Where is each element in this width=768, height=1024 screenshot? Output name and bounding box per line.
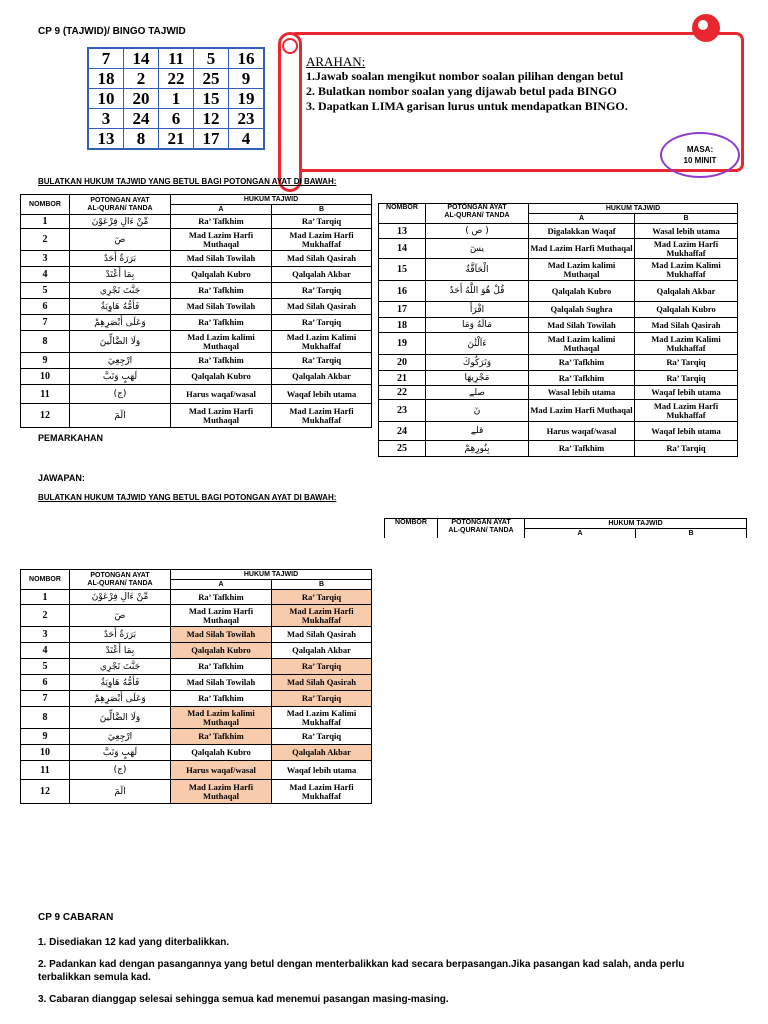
- ayat-cell: ءَآلْئَٰنَ: [426, 333, 529, 355]
- row-number: 5: [21, 659, 70, 675]
- col-hukum: HUKUM TAJWID: [171, 195, 372, 205]
- cabaran-item: 1. Disediakan 12 kad yang diterbalikkan.: [38, 937, 230, 948]
- table-row: [21, 353, 372, 369]
- bingo-cell: 17: [194, 129, 229, 150]
- ayat-cell: الٓمٓ: [70, 780, 171, 804]
- row-number: 8: [21, 331, 70, 353]
- table-row: [21, 331, 372, 353]
- col-hukum: HUKUM TAJWID: [171, 570, 372, 580]
- col-potongan: POTONGAN AYAT AL-QURAN/ TANDA: [426, 204, 529, 224]
- page-header: CP 9 (TAJWID)/ BINGO TAJWID: [38, 26, 186, 37]
- option-a[interactable]: Harus waqaf/wasal: [171, 761, 272, 780]
- ayat-cell: (ج): [70, 761, 171, 780]
- arahan-line: 1.Jawab soalan mengikut nombor soalan pilihan dengan betul: [306, 69, 624, 83]
- col-potongan: POTONGAN AYAT AL-QURAN/ TANDA: [438, 519, 525, 539]
- ayat-cell: اقْرَأْ: [426, 302, 529, 318]
- arahan-text: [306, 54, 628, 114]
- ayat-cell: صٓ: [70, 229, 171, 251]
- option-a[interactable]: Ra’ Tafkhim: [171, 283, 272, 299]
- table-row: [21, 369, 372, 385]
- col-a: A: [171, 205, 272, 215]
- option-b[interactable]: Mad Lazim Harfi Mukhaffaf: [272, 404, 372, 428]
- ayat-cell: الْحَآقَّةُ: [426, 259, 529, 281]
- ayat-cell: ارْجِعِيٓ: [70, 729, 171, 745]
- option-a[interactable]: Qalqalah Kubro: [171, 643, 272, 659]
- cabaran-section: [38, 912, 738, 1006]
- table-row: [21, 590, 372, 605]
- scroll-curl-inner: [698, 20, 708, 30]
- option-b[interactable]: Mad Silah Qasirah: [272, 675, 372, 691]
- option-a[interactable]: Ra’ Tafkhim: [171, 353, 272, 369]
- table-row: [379, 441, 738, 457]
- option-b[interactable]: Ra’ Tarqiq: [635, 355, 738, 371]
- option-b[interactable]: Mad Silah Qasirah: [272, 251, 372, 267]
- bingo-cell: 8: [124, 129, 159, 150]
- col-potongan: POTONGAN AYAT AL-QURAN/ TANDA: [70, 195, 171, 215]
- option-a[interactable]: Harus waqaf/wasal: [529, 422, 635, 441]
- option-b[interactable]: Mad Lazim Kalimi Mukhaffaf: [272, 331, 372, 353]
- bingo-row: [88, 109, 264, 129]
- arahan-scroll: [276, 14, 746, 186]
- option-b[interactable]: Qalqalah Kubro: [635, 302, 738, 318]
- option-a[interactable]: Mad Silah Towilah: [529, 318, 635, 333]
- table-row: [379, 281, 738, 302]
- table-row: [379, 239, 738, 259]
- row-number: 2: [21, 605, 70, 627]
- ayat-cell: وَلَا الضَّالِّينَ: [70, 331, 171, 353]
- ayat-cell: صٓ: [70, 605, 171, 627]
- option-a[interactable]: Ra’ Tafkhim: [171, 691, 272, 707]
- bingo-cell: 18: [88, 69, 124, 89]
- ayat-cell: مَالَهُ وَمَا: [426, 318, 529, 333]
- table-row: [21, 385, 372, 404]
- ayat-cell: صلے: [426, 386, 529, 400]
- arahan-line: 3. Dapatkan LIMA garisan lurus untuk mendapatkan BINGO.: [306, 99, 628, 113]
- bingo-cell: 11: [159, 48, 194, 69]
- ayat-cell: يسٓ: [426, 239, 529, 259]
- table-row: [21, 729, 372, 745]
- option-b[interactable]: Mad Lazim Harfi Mukhaffaf: [635, 400, 738, 422]
- option-b[interactable]: Ra’ Tarqiq: [272, 353, 372, 369]
- bingo-cell: 5: [194, 48, 229, 69]
- option-a[interactable]: Ra’ Tafkhim: [171, 659, 272, 675]
- table-row: [379, 224, 738, 239]
- ayat-cell: مَجْرِيهَا: [426, 371, 529, 386]
- pemarkahan-label: PEMARKAHAN: [38, 433, 103, 443]
- bingo-cell: 15: [194, 89, 229, 109]
- ayat-cell: ارْجِعِيٓ: [70, 353, 171, 369]
- col-hukum: HUKUM TAJWID: [529, 204, 738, 214]
- row-number: 12: [21, 780, 70, 804]
- option-a[interactable]: Ra’ Tafkhim: [171, 215, 272, 229]
- row-number: 4: [21, 643, 70, 659]
- row-number: 8: [21, 707, 70, 729]
- table-row: [379, 318, 738, 333]
- option-a[interactable]: Mad Lazim Harfi Muthaqal: [171, 229, 272, 251]
- option-a[interactable]: Qalqalah Kubro: [529, 281, 635, 302]
- bingo-cell: 12: [194, 109, 229, 129]
- bingo-row: [88, 129, 264, 150]
- ayat-cell: وَعَلَى أَبْصَرِهِمْ: [70, 315, 171, 331]
- ayat-cell: مِّنْ ءَالِ فِرْعَوْنَ: [70, 215, 171, 229]
- ayat-cell: جَنَّتَ تَجْرِي: [70, 659, 171, 675]
- bingo-row: [88, 48, 264, 69]
- option-b[interactable]: Waqaf lebih utama: [272, 761, 372, 780]
- option-b[interactable]: Mad Silah Qasirah: [635, 318, 738, 333]
- row-number: 16: [379, 281, 426, 302]
- bingo-cell: 2: [124, 69, 159, 89]
- ayat-cell: بِمَا أَعْتَدْ: [70, 643, 171, 659]
- option-b[interactable]: Qalqalah Akbar: [272, 745, 372, 761]
- option-a[interactable]: Qalqalah Kubro: [171, 369, 272, 385]
- option-a[interactable]: Mad Lazim kalimi Muthaqal: [171, 707, 272, 729]
- masa-value: 10 MINIT: [683, 156, 717, 165]
- answer-table-right-header: [384, 518, 747, 538]
- option-b[interactable]: Ra’ Tarqiq: [272, 590, 372, 605]
- option-b[interactable]: Wasal lebih utama: [635, 224, 738, 239]
- option-a[interactable]: Mad Lazim kalimi Muthaqal: [529, 259, 635, 281]
- bingo-cell: 7: [88, 48, 124, 69]
- ayat-cell: وَلَا الضَّالِّينَ: [70, 707, 171, 729]
- bingo-cell: 14: [124, 48, 159, 69]
- option-b[interactable]: Ra’ Tarqiq: [272, 691, 372, 707]
- col-a: A: [171, 580, 272, 590]
- option-b[interactable]: Waqaf lebih utama: [635, 386, 738, 400]
- option-b[interactable]: Mad Silah Qasirah: [272, 299, 372, 315]
- option-b[interactable]: Mad Silah Qasirah: [272, 627, 372, 643]
- table-row: [21, 215, 372, 229]
- cabaran-item: 3. Cabaran dianggap selesai sehingga semua kad menemui pasangan masing-masing.: [38, 994, 449, 1005]
- table-row: [21, 707, 372, 729]
- option-b[interactable]: Mad Lazim Harfi Mukhaffaf: [272, 229, 372, 251]
- instruction-text: BULATKAN HUKUM TAJWID YANG BETUL BAGI POTONGAN AYAT DI BAWAH:: [38, 177, 337, 186]
- option-a[interactable]: Harus waqaf/wasal: [171, 385, 272, 404]
- table-row: [379, 400, 738, 422]
- scroll-left-roll: [278, 32, 302, 192]
- table-row: [21, 627, 372, 643]
- table-row: [21, 229, 372, 251]
- row-number: 25: [379, 441, 426, 457]
- question-table-right: [378, 203, 738, 457]
- option-b[interactable]: Mad Lazim Harfi Mukhaffaf: [272, 605, 372, 627]
- ayat-cell: نٓ: [426, 400, 529, 422]
- row-number: 7: [21, 315, 70, 331]
- bingo-cell: 20: [124, 89, 159, 109]
- bingo-cell: 24: [124, 109, 159, 129]
- option-b[interactable]: Mad Lazim Harfi Mukhaffaf: [272, 780, 372, 804]
- option-a[interactable]: Mad Silah Towilah: [171, 299, 272, 315]
- ayat-cell: لَهَبٍ وَتَبَّ: [70, 369, 171, 385]
- ayat-cell: ( ص ): [426, 224, 529, 239]
- row-number: 10: [21, 745, 70, 761]
- option-a[interactable]: Ra’ Tafkhim: [171, 590, 272, 605]
- table-row: [379, 333, 738, 355]
- table-row: [21, 315, 372, 331]
- bingo-cell: 22: [159, 69, 194, 89]
- row-number: 3: [21, 627, 70, 643]
- row-number: 2: [21, 229, 70, 251]
- option-b[interactable]: Ra’ Tarqiq: [272, 729, 372, 745]
- col-b: B: [635, 214, 738, 224]
- table-row: [379, 422, 738, 441]
- table-row: [379, 302, 738, 318]
- col-a: A: [525, 529, 636, 539]
- table-row: [379, 386, 738, 400]
- option-b[interactable]: Qalqalah Akbar: [272, 267, 372, 283]
- option-b[interactable]: Qalqalah Akbar: [272, 643, 372, 659]
- ayat-cell: جَنَّتَ تَجْرِي: [70, 283, 171, 299]
- bingo-cell: 10: [88, 89, 124, 109]
- bingo-cell: 1: [159, 89, 194, 109]
- option-a[interactable]: Digalakkan Waqaf: [529, 224, 635, 239]
- col-hukum: HUKUM TAJWID: [525, 519, 747, 529]
- option-a[interactable]: Mad Silah Towilah: [171, 675, 272, 691]
- ayat-cell: قلے: [426, 422, 529, 441]
- bingo-cell: 23: [229, 109, 265, 129]
- option-b[interactable]: Qalqalah Akbar: [272, 369, 372, 385]
- table-row: [21, 605, 372, 627]
- table-row: [21, 780, 372, 804]
- arahan-title: ARAHAN:: [306, 54, 366, 69]
- ayat-cell: بِمَا أَعْتَدْ: [70, 267, 171, 283]
- row-number: 1: [21, 215, 70, 229]
- row-number: 9: [21, 729, 70, 745]
- bingo-row: [88, 89, 264, 109]
- option-a[interactable]: Mad Lazim Harfi Muthaqal: [171, 404, 272, 428]
- option-a[interactable]: Ra’ Tafkhim: [529, 371, 635, 386]
- col-b: B: [636, 529, 747, 539]
- row-number: 17: [379, 302, 426, 318]
- option-a[interactable]: Mad Lazim Harfi Muthaqal: [529, 239, 635, 259]
- option-a[interactable]: Qalqalah Sughra: [529, 302, 635, 318]
- option-b[interactable]: Ra’ Tarqiq: [272, 659, 372, 675]
- masa-label: MASA:: [686, 145, 714, 154]
- row-number: 18: [379, 318, 426, 333]
- masa-badge: [660, 132, 740, 178]
- table-row: [21, 675, 372, 691]
- option-a[interactable]: Mad Lazim kalimi Muthaqal: [171, 331, 272, 353]
- bingo-cell: 25: [194, 69, 229, 89]
- col-b: B: [272, 580, 372, 590]
- row-number: 6: [21, 299, 70, 315]
- option-b[interactable]: Qalqalah Akbar: [635, 281, 738, 302]
- question-table-left: [20, 194, 372, 428]
- col-nombor: NOMBOR: [379, 204, 426, 224]
- bingo-grid: [87, 47, 265, 150]
- option-a[interactable]: Qalqalah Kubro: [171, 267, 272, 283]
- bingo-cell: 3: [88, 109, 124, 129]
- table-row: [379, 259, 738, 281]
- bingo-cell: 16: [229, 48, 265, 69]
- option-b[interactable]: Ra’ Tarqiq: [272, 283, 372, 299]
- ayat-cell: لَهَبٍ وَتَبَّ: [70, 745, 171, 761]
- table-row: [21, 691, 372, 707]
- bingo-row: [88, 69, 264, 89]
- ayat-cell: بِنُورِهِمْ: [426, 441, 529, 457]
- table-row: [379, 355, 738, 371]
- option-b[interactable]: Mad Lazim Kalimi Mukhaffaf: [272, 707, 372, 729]
- ayat-cell: فَأُمُّهُ هَاوِيَةٌ: [70, 299, 171, 315]
- bingo-cell: 19: [229, 89, 265, 109]
- cabaran-title: CP 9 CABARAN: [38, 912, 114, 923]
- table-row: [21, 761, 372, 780]
- option-b[interactable]: Ra’ Tarqiq: [635, 441, 738, 457]
- instruction-text-2: BULATKAN HUKUM TAJWID YANG BETUL BAGI POTONGAN AYAT DI BAWAH:: [38, 493, 337, 502]
- row-number: 24: [379, 422, 426, 441]
- col-nombor: NOMBOR: [385, 519, 438, 539]
- col-a: A: [529, 214, 635, 224]
- row-number: 7: [21, 691, 70, 707]
- ayat-cell: بَرَرَةٌ أَحَدٌ: [70, 627, 171, 643]
- bingo-cell: 13: [88, 129, 124, 150]
- row-number: 15: [379, 259, 426, 281]
- jawapan-label: JAWAPAN:: [38, 473, 85, 483]
- option-a[interactable]: Ra’ Tafkhim: [171, 729, 272, 745]
- row-number: 20: [379, 355, 426, 371]
- row-number: 4: [21, 267, 70, 283]
- row-number: 10: [21, 369, 70, 385]
- row-number: 12: [21, 404, 70, 428]
- option-a[interactable]: Ra’ Tafkhim: [171, 315, 272, 331]
- table-row: [21, 267, 372, 283]
- col-nombor: NOMBOR: [21, 570, 70, 590]
- option-b[interactable]: Ra’ Tarqiq: [635, 371, 738, 386]
- option-b[interactable]: Mad Lazim Kalimi Mukhaffaf: [635, 333, 738, 355]
- ayat-cell: قُلْ هُوَ اللَّهُ أَحَدٌ: [426, 281, 529, 302]
- table-row: [21, 745, 372, 761]
- row-number: 9: [21, 353, 70, 369]
- cabaran-item: 2. Padankan kad dengan pasangannya yang betul dengan menterbalikkan kad secara berpasangan.Jika pasangan kad salah, anda perlu terbalikkan semula kad.: [38, 959, 685, 983]
- bingo-cell: 9: [229, 69, 265, 89]
- row-number: 1: [21, 590, 70, 605]
- row-number: 14: [379, 239, 426, 259]
- option-a[interactable]: Mad Lazim Harfi Muthaqal: [171, 605, 272, 627]
- row-number: 22: [379, 386, 426, 400]
- scroll-curl-left: [282, 38, 298, 54]
- bingo-cell: 4: [229, 129, 265, 150]
- table-row: [21, 283, 372, 299]
- option-a[interactable]: Ra’ Tafkhim: [529, 355, 635, 371]
- ayat-cell: وَتَرَكُوكَ: [426, 355, 529, 371]
- table-row: [21, 643, 372, 659]
- option-a[interactable]: Wasal lebih utama: [529, 386, 635, 400]
- table-row: [379, 371, 738, 386]
- option-b[interactable]: Waqaf lebih utama: [635, 422, 738, 441]
- bingo-cell: 21: [159, 129, 194, 150]
- table-row: [21, 404, 372, 428]
- option-b[interactable]: Ra’ Tarqiq: [272, 315, 372, 331]
- option-a[interactable]: Mad Lazim kalimi Muthaqal: [529, 333, 635, 355]
- option-a[interactable]: Qalqalah Kubro: [171, 745, 272, 761]
- option-b[interactable]: Mad Lazim Harfi Mukhaffaf: [635, 239, 738, 259]
- answer-table: [20, 569, 372, 804]
- option-a[interactable]: Mad Lazim Harfi Muthaqal: [529, 400, 635, 422]
- row-number: 11: [21, 385, 70, 404]
- option-a[interactable]: Ra’ Tafkhim: [529, 441, 635, 457]
- row-number: 3: [21, 251, 70, 267]
- row-number: 19: [379, 333, 426, 355]
- ayat-cell: وَعَلَى أَبْصَرِهِمْ: [70, 691, 171, 707]
- col-nombor: NOMBOR: [21, 195, 70, 215]
- option-a[interactable]: Mad Lazim Harfi Muthaqal: [171, 780, 272, 804]
- ayat-cell: الٓمٓ: [70, 404, 171, 428]
- option-b[interactable]: Mad Lazim Kalimi Mukhaffaf: [635, 259, 738, 281]
- option-b[interactable]: Ra’ Tarqiq: [272, 215, 372, 229]
- ayat-cell: مِّنْ ءَالِ فِرْعَوْنَ: [70, 590, 171, 605]
- ayat-cell: (ج): [70, 385, 171, 404]
- arahan-line: 2. Bulatkan nombor soalan yang dijawab betul pada BINGO: [306, 84, 617, 98]
- bingo-cell: 6: [159, 109, 194, 129]
- ayat-cell: بَرَرَةٌ أَحَدٌ: [70, 251, 171, 267]
- row-number: 5: [21, 283, 70, 299]
- table-row: [21, 659, 372, 675]
- ayat-cell: فَأُمُّهُ هَاوِيَةٌ: [70, 675, 171, 691]
- table-row: [21, 251, 372, 267]
- col-potongan: POTONGAN AYAT AL-QURAN/ TANDA: [70, 570, 171, 590]
- row-number: 23: [379, 400, 426, 422]
- row-number: 21: [379, 371, 426, 386]
- col-b: B: [272, 205, 372, 215]
- row-number: 11: [21, 761, 70, 780]
- option-a[interactable]: Mad Silah Towilah: [171, 251, 272, 267]
- table-row: [21, 299, 372, 315]
- row-number: 6: [21, 675, 70, 691]
- option-a[interactable]: Mad Silah Towilah: [171, 627, 272, 643]
- option-b[interactable]: Waqaf lebih utama: [272, 385, 372, 404]
- row-number: 13: [379, 224, 426, 239]
